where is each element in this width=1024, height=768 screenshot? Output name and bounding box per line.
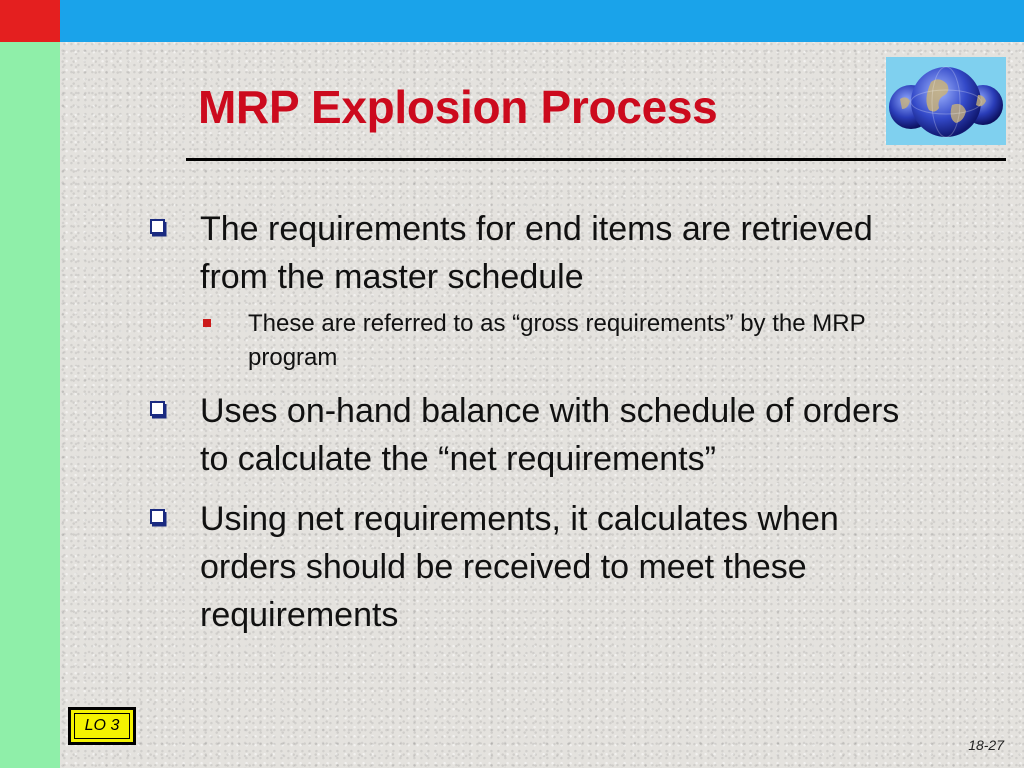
slide-number: 18-27 [968, 737, 1004, 753]
bullet-text: The requirements for end items are retrieved from the master schedule [200, 210, 873, 296]
bullet-item [150, 205, 910, 375]
checkbox-bullet-icon [150, 509, 168, 527]
left-strip-red [0, 0, 60, 42]
checkbox-bullet-icon [150, 219, 168, 237]
slide-title: MRP Explosion Process [198, 81, 718, 133]
sub-bullet-item [200, 307, 910, 375]
left-strip-green [0, 42, 60, 768]
bullet-item [150, 495, 910, 639]
bullet-list [150, 205, 910, 643]
bullet-text: Uses on-hand balance with schedule of orders to calculate the “net requirements” [200, 392, 900, 478]
title-divider [186, 158, 1006, 161]
top-bar [60, 0, 1024, 42]
sub-bullet-list [200, 307, 910, 375]
sub-bullet-text: These are referred to as “gross requirements” by the MRP program [248, 310, 866, 371]
bullet-item [150, 387, 910, 483]
learning-objective-badge: LO 3 [68, 707, 136, 745]
checkbox-bullet-icon [150, 401, 168, 419]
square-bullet-icon [203, 319, 211, 327]
bullet-text: Using net requirements, it calculates when orders should be received to meet these requirements [200, 500, 839, 634]
globe-icon [886, 57, 1006, 145]
